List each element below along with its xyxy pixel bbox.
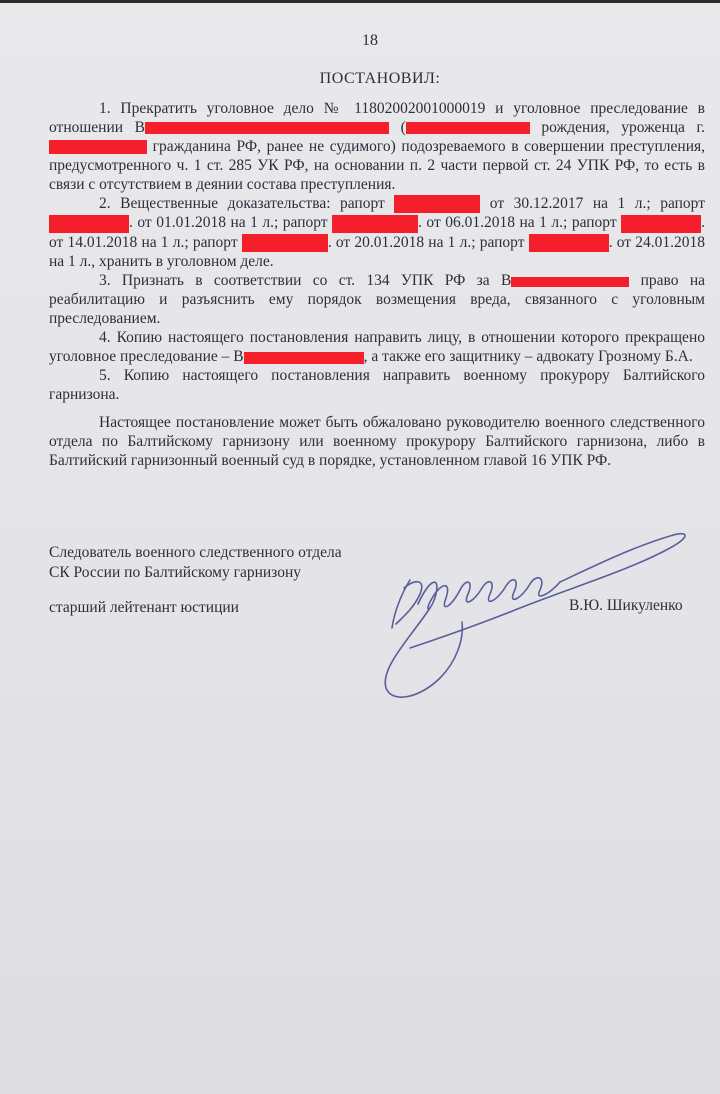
- p2-text-f: . от 20.01.2018 на 1 л.; рапорт: [327, 233, 529, 251]
- p1-text-a: 1. Прекратить уголовное дело № 11802002001000019 и уголовное преследование в отношении В: [49, 100, 705, 136]
- p2-text-g: . от 24.01.2018 на 1 л., хранить в уголовном деле.: [49, 233, 706, 271]
- paragraph-1: [49, 99, 705, 194]
- paragraph-5: 5. Копию настоящего постановления направить военному прокурору Балтийского гарнизона.: [49, 367, 705, 404]
- p4-text-a: 4. Копию настоящего постановления направить лицу, в отношении которого прекращено уголовное преследование – В: [49, 329, 705, 366]
- p2-text-b: от 30.12.2017 на 1 л.; рапорт: [480, 195, 705, 212]
- p3-text-a: 3. Признать в соответствии со ст. 134 УПК РФ за В: [99, 272, 512, 290]
- p2-text-d: . от 06.01.2018 на 1 л.; рапорт: [418, 214, 622, 232]
- paragraph-4: [49, 328, 705, 366]
- redaction-box: [49, 140, 147, 154]
- signer-name: В.Ю. Шикуленко: [569, 597, 683, 614]
- p2-text-e: . от 14.01.2018 на 1 л.; рапорт: [49, 214, 705, 251]
- redaction-box: [49, 215, 129, 233]
- redaction-box: [529, 234, 609, 252]
- document-body: [49, 99, 705, 470]
- redaction-box: [511, 277, 629, 287]
- top-edge: [0, 0, 720, 3]
- redaction-box: [244, 352, 364, 364]
- p1-text-b: (: [389, 119, 406, 136]
- redaction-box: [242, 234, 328, 252]
- redaction-box: [394, 195, 480, 213]
- investigator-title-line-2: СК России по Балтийскому гарнизону: [49, 564, 301, 581]
- investigator-title-line-1: Следователь военного следственного отдела: [49, 544, 342, 561]
- page-number: 18: [362, 32, 378, 49]
- redaction-box: [406, 122, 530, 134]
- investigator-rank: старший лейтенант юстиции: [49, 599, 239, 616]
- redaction-box: [332, 215, 418, 233]
- p4-text-b: , а также его защитнику – адвокату Грозному Б.А.: [363, 348, 693, 366]
- p1-text-c: рождения, уроженца г.: [529, 119, 706, 136]
- document-title: ПОСТАНОВИЛ:: [319, 70, 441, 87]
- paragraph-6: Настоящее постановление может быть обжаловано руководителю военного следственного отдела по Балтийскому гарнизону или военному прокурору Балтийского гарнизона, либо в Балтийский гарнизонный военный суд в порядке, установленном главой 16 УПК РФ.: [49, 414, 705, 470]
- paragraph-2: [49, 194, 705, 271]
- p2-text-a: 2. Вещественные доказательства: рапорт: [99, 195, 395, 212]
- p1-text-d: гражданина РФ, ранее не судимого) подозреваемого в совершении преступления, предусмотренного ч. 1 ст. 285 УК РФ, на основании п. 2 части первой ст. 24 УПК РФ, то есть в связи с отсутствием в деянии состава преступления.: [49, 138, 705, 193]
- paragraph-3: [49, 271, 705, 328]
- p2-text-c: . от 01.01.2018 на 1 л.; рапорт: [129, 214, 333, 232]
- p3-text-b: право на реабилитацию и разъяснить ему порядок возмещения вреда, связанного с уголовным преследованием.: [49, 272, 705, 328]
- redaction-box: [145, 122, 389, 134]
- redaction-box: [621, 215, 701, 233]
- handwritten-signature: [370, 518, 700, 708]
